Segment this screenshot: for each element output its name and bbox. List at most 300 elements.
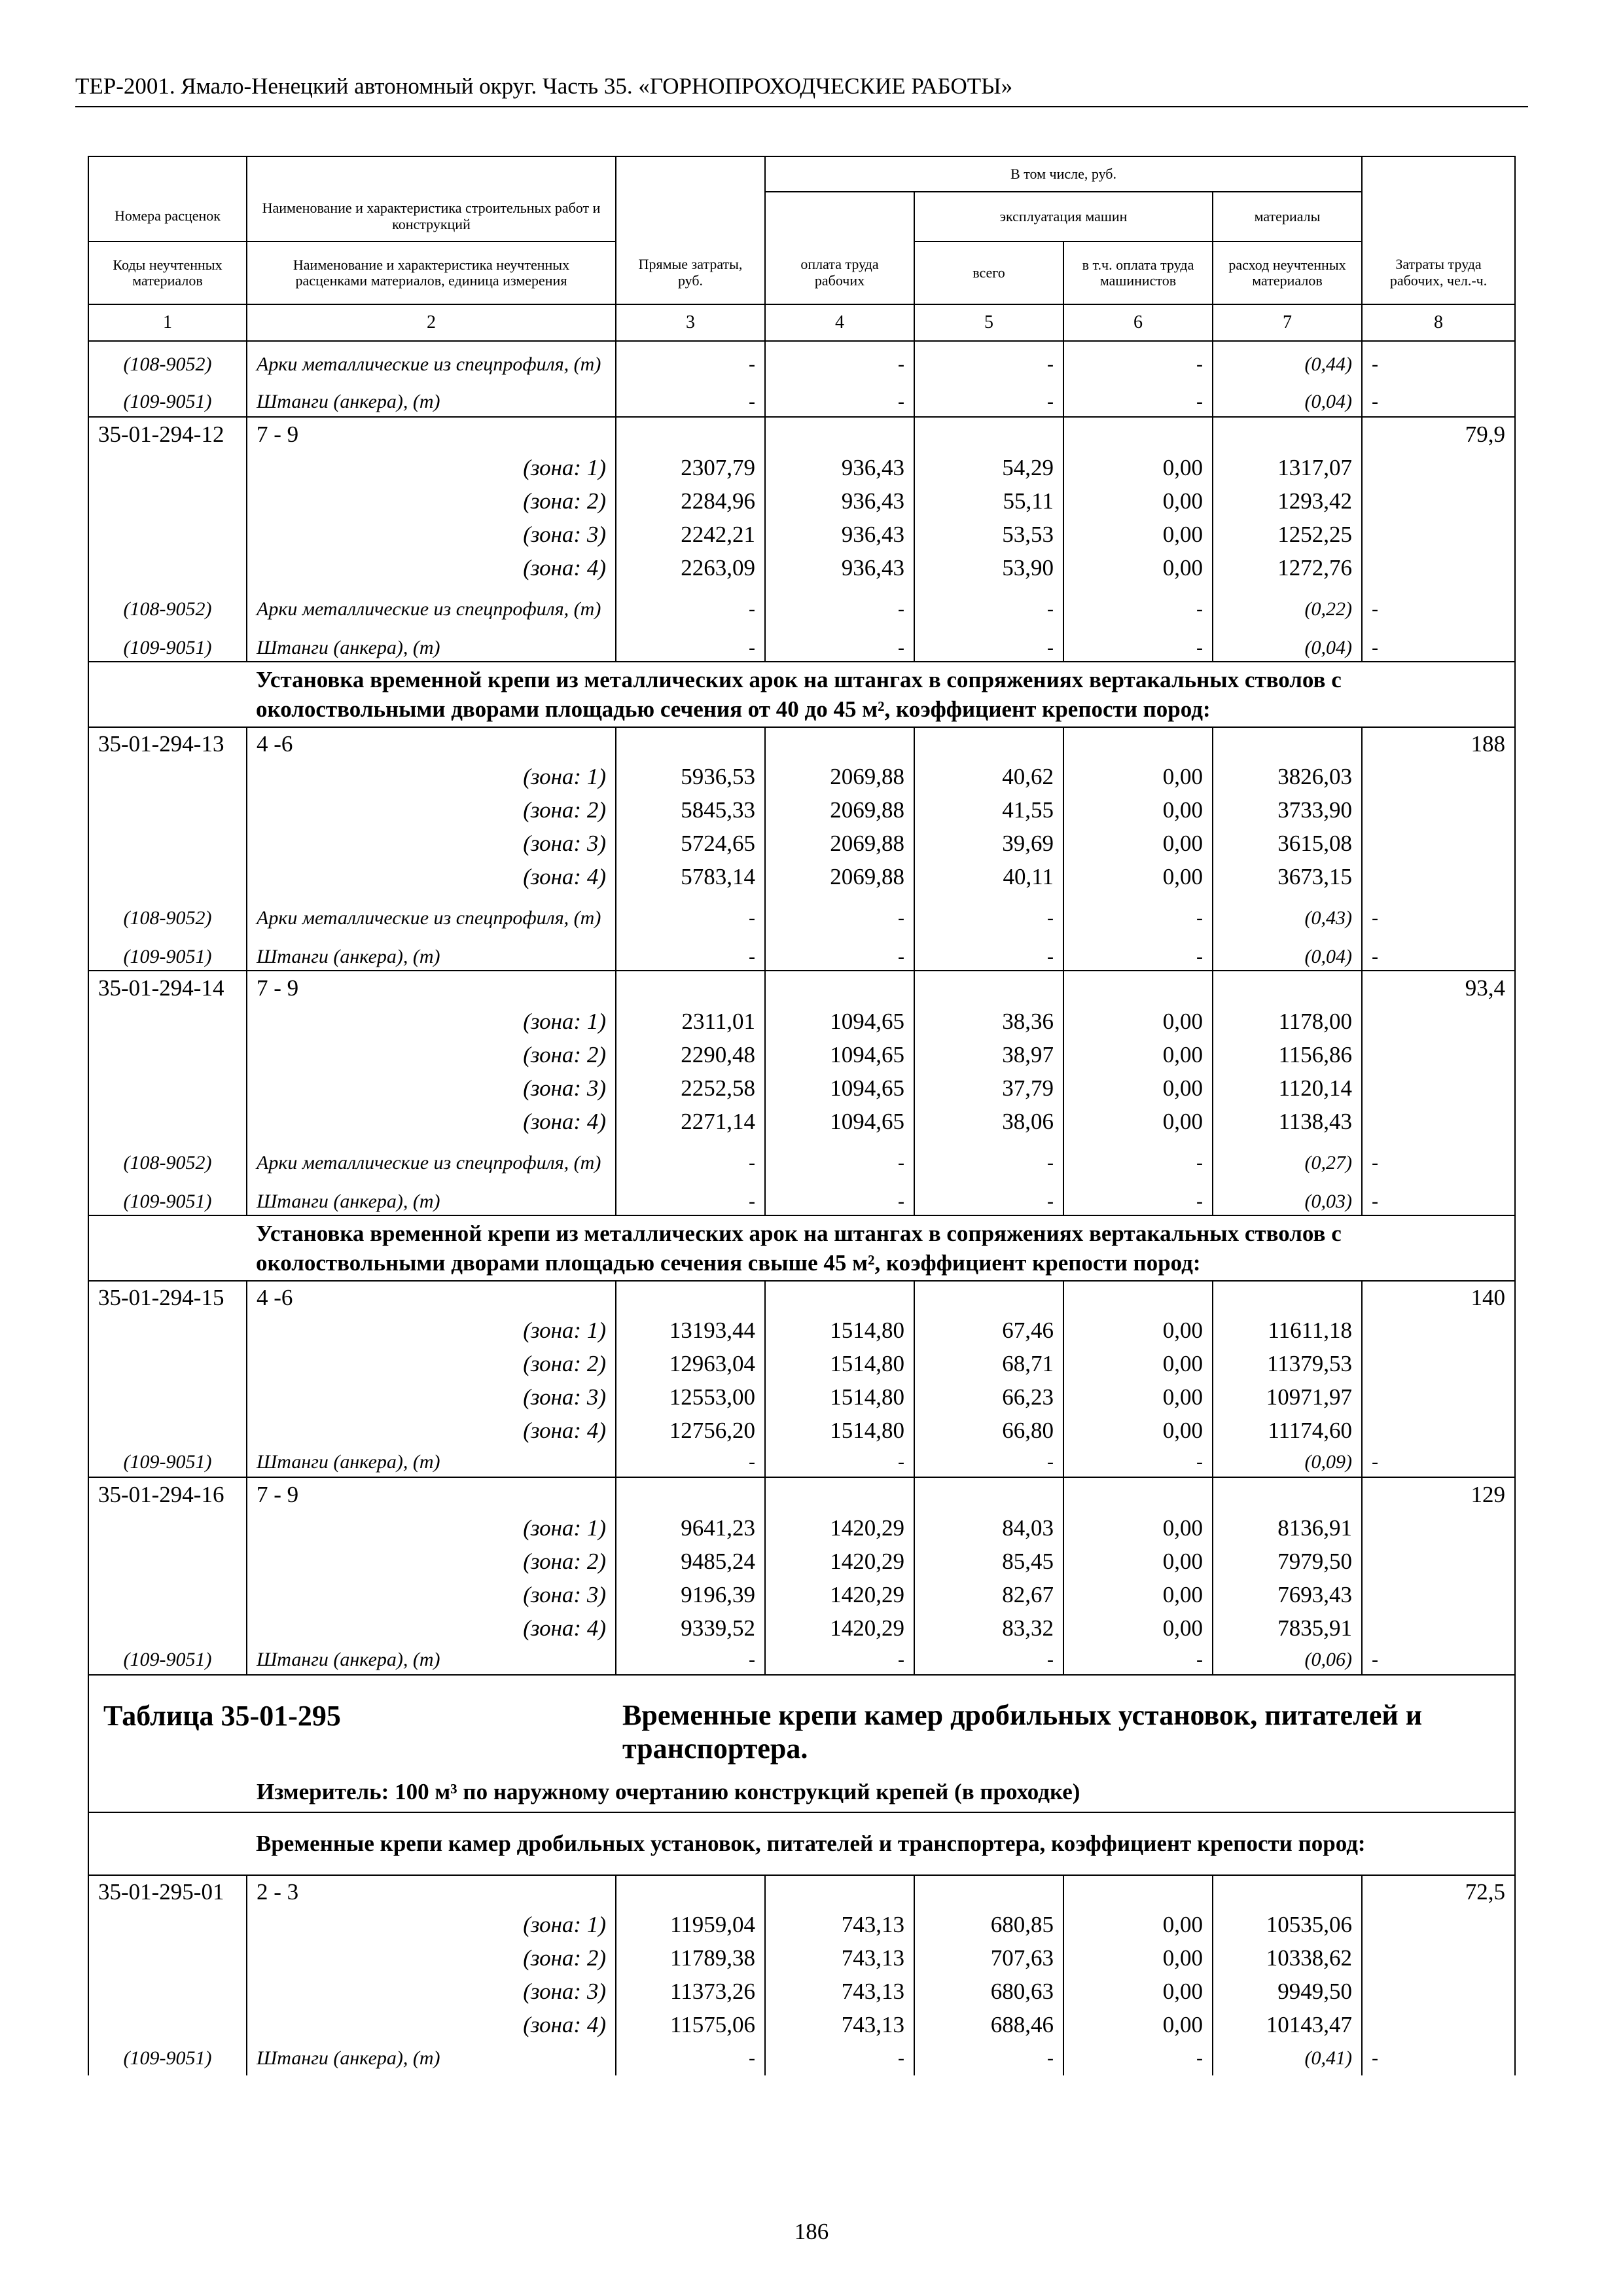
direct-cost: 5845,33 [616,793,765,827]
dash: - [616,1447,765,1477]
col-labor: Затраты труда рабочих, чел.-ч. [1362,242,1515,304]
table-measure: Измеритель: 100 м³ по наружному очертанию конструкций крепей (в проходке) [257,1779,1080,1804]
worker-pay: 1514,80 [765,1380,914,1414]
rate-name: 2 - 3 [247,1875,616,1908]
dash: - [616,1188,765,1215]
machines-total: 38,97 [914,1038,1063,1071]
machinist-pay: 0,00 [1063,860,1213,893]
machines-total: 680,63 [914,1975,1063,2008]
dash: - [1362,2041,1515,2075]
zone-label: (зона: 3) [247,1975,616,2008]
machines-total: 38,06 [914,1105,1063,1138]
materials-cost: 11174,60 [1213,1414,1362,1447]
dash: - [1063,1138,1213,1188]
dash: - [1362,634,1515,662]
zone-label: (зона: 2) [247,793,616,827]
col-work-name: Наименование и характеристика строительных работ и конструкций [247,192,616,242]
zone-row [88,1908,1515,1941]
dash: - [914,634,1063,662]
dash: - [765,634,914,662]
material-row [88,1138,1515,1188]
machinist-pay: 0,00 [1063,1071,1213,1105]
col-incl: В том числе, руб. [765,156,1362,192]
col-num: 4 [765,304,914,341]
zone-label: (зона: 3) [247,827,616,860]
dash: - [616,341,765,387]
page-number: 186 [794,2219,829,2244]
materials-cost: 1272,76 [1213,551,1362,584]
col-num: 7 [1213,304,1362,341]
rate-name: 7 - 9 [247,417,616,451]
dash: - [1362,1138,1515,1188]
running-header: ТЕР-2001. Ямало-Ненецкий автономный округ. Часть 35. «ГОРНОПРОХОДЧЕСКИЕ РАБОТЫ» [75,73,1013,99]
rate-name: 7 - 9 [247,1477,616,1511]
machines-total: 40,62 [914,760,1063,793]
col-machines-total: всего [914,242,1063,304]
dash: - [765,893,914,943]
zone-label: (зона: 2) [247,1038,616,1071]
machinist-pay: 0,00 [1063,1511,1213,1545]
direct-cost: 5936,53 [616,760,765,793]
rate-code: 35-01-294-15 [88,1281,247,1314]
material-code: (109-9051) [88,943,247,971]
dash: - [1362,584,1515,634]
worker-pay: 743,13 [765,1941,914,1975]
dash: - [1362,1447,1515,1477]
zone-row [88,1941,1515,1975]
rate-row [88,1875,1515,1908]
labor-value: 72,5 [1362,1875,1515,1908]
table-caption-row [88,1675,1515,1812]
rate-code: 35-01-294-12 [88,417,247,451]
machines-total: 84,03 [914,1511,1063,1545]
machinist-pay: 0,00 [1063,2008,1213,2041]
dash: - [1063,1188,1213,1215]
rate-code: 35-01-295-01 [88,1875,247,1908]
dash: - [1063,943,1213,971]
dash: - [616,2041,765,2075]
direct-cost: 11575,06 [616,2008,765,2041]
col-worker-pay: оплата труда рабочих [765,242,914,304]
material-name: Штанги (анкера), (т) [247,634,616,662]
dash: - [914,943,1063,971]
zone-label: (зона: 1) [247,1314,616,1347]
dash: - [914,1645,1063,1675]
col-num: 3 [616,304,765,341]
zone-label: (зона: 3) [247,518,616,551]
worker-pay: 936,43 [765,518,914,551]
dash: - [765,2041,914,2075]
dash: - [1063,893,1213,943]
dash: - [914,1188,1063,1215]
col-num: 6 [1063,304,1213,341]
rate-row [88,1281,1515,1314]
zone-label: (зона: 4) [247,551,616,584]
machinist-pay: 0,00 [1063,793,1213,827]
material-qty: (0,04) [1213,634,1362,662]
section-heading: Временные крепи камер дробильных установок, питателей и транспортера, коэффициент крепости пород: [247,1812,1515,1875]
worker-pay: 1514,80 [765,1314,914,1347]
direct-cost: 2307,79 [616,451,765,484]
material-row [88,1447,1515,1477]
direct-cost: 2263,09 [616,551,765,584]
col-num: 5 [914,304,1063,341]
dash: - [765,387,914,417]
zone-row [88,760,1515,793]
materials-cost: 10338,62 [1213,1941,1362,1975]
material-row [88,387,1515,417]
worker-pay: 1420,29 [765,1611,914,1645]
worker-pay: 743,13 [765,1908,914,1941]
materials-cost: 1156,86 [1213,1038,1362,1071]
rate-row [88,971,1515,1005]
machines-total: 688,46 [914,2008,1063,2041]
col-materials: материалы [1213,192,1362,242]
dash: - [616,387,765,417]
zone-row [88,1611,1515,1645]
materials-cost: 10143,47 [1213,2008,1362,2041]
zone-row [88,1071,1515,1105]
labor-value: 79,9 [1362,417,1515,451]
machinist-pay: 0,00 [1063,1611,1213,1645]
direct-cost: 2242,21 [616,518,765,551]
direct-cost: 5724,65 [616,827,765,860]
material-qty: (0,09) [1213,1447,1362,1477]
machines-total: 39,69 [914,827,1063,860]
materials-cost: 11379,53 [1213,1347,1362,1380]
materials-cost: 8136,91 [1213,1511,1362,1545]
dash: - [1063,584,1213,634]
column-numbers-row [88,304,1515,341]
dash: - [616,943,765,971]
material-qty: (0,43) [1213,893,1362,943]
section-heading-row [88,1215,1515,1281]
zone-label: (зона: 1) [247,760,616,793]
machines-total: 54,29 [914,451,1063,484]
col-num: 2 [247,304,616,341]
rate-name: 4 -6 [247,1281,616,1314]
dash: - [616,584,765,634]
material-qty: (0,06) [1213,1645,1362,1675]
zone-row [88,484,1515,518]
zone-row [88,1005,1515,1038]
dash: - [1362,1188,1515,1215]
direct-cost: 9485,24 [616,1545,765,1578]
rates-table [88,156,1516,2075]
material-row [88,943,1515,971]
material-code: (108-9052) [88,1138,247,1188]
col-machinist-pay: в т.ч. оплата труда машинистов [1063,242,1213,304]
direct-cost: 9641,23 [616,1511,765,1545]
material-code: (109-9051) [88,387,247,417]
direct-cost: 2311,01 [616,1005,765,1038]
zone-label: (зона: 3) [247,1071,616,1105]
machinist-pay: 0,00 [1063,1908,1213,1941]
dash: - [914,893,1063,943]
materials-cost: 10535,06 [1213,1908,1362,1941]
machines-total: 55,11 [914,484,1063,518]
col-num: 8 [1362,304,1515,341]
col-material-codes: Коды неучтенных материалов [88,242,247,304]
zone-row [88,1414,1515,1447]
material-row [88,634,1515,662]
dash: - [1362,943,1515,971]
zone-row [88,1545,1515,1578]
machinist-pay: 0,00 [1063,1545,1213,1578]
materials-cost: 3826,03 [1213,760,1362,793]
machinist-pay: 0,00 [1063,1105,1213,1138]
zone-label: (зона: 4) [247,1105,616,1138]
zone-row [88,827,1515,860]
material-qty: (0,41) [1213,2041,1362,2075]
machinist-pay: 0,00 [1063,1975,1213,2008]
material-row [88,584,1515,634]
material-qty: (0,04) [1213,943,1362,971]
zone-row [88,1578,1515,1611]
machines-total: 68,71 [914,1347,1063,1380]
zone-label: (зона: 3) [247,1380,616,1414]
dash: - [914,584,1063,634]
dash: - [616,634,765,662]
table-title: Временные крепи камер дробильных установок, питателей и транспортера. [622,1699,1423,1765]
machinist-pay: 0,00 [1063,1578,1213,1611]
dash: - [914,1447,1063,1477]
dash: - [1362,341,1515,387]
material-row [88,893,1515,943]
material-qty: (0,44) [1213,341,1362,387]
zone-row [88,2008,1515,2041]
material-code: (108-9052) [88,341,247,387]
zone-label: (зона: 2) [247,1545,616,1578]
worker-pay: 1420,29 [765,1545,914,1578]
col-rate-numbers: Номера расценок [88,192,247,242]
labor-value: 93,4 [1362,971,1515,1005]
dash: - [616,1138,765,1188]
zone-row [88,1314,1515,1347]
material-row [88,341,1515,387]
material-row [88,1188,1515,1215]
worker-pay: 2069,88 [765,827,914,860]
direct-cost: 12553,00 [616,1380,765,1414]
worker-pay: 1094,65 [765,1005,914,1038]
direct-cost: 2284,96 [616,484,765,518]
zone-row [88,1380,1515,1414]
col-machine-op: эксплуатация машин [914,192,1213,242]
dash: - [914,341,1063,387]
machines-total: 67,46 [914,1314,1063,1347]
dash: - [914,2041,1063,2075]
col-direct-costs: Прямые затраты, руб. [616,242,765,304]
materials-cost: 9949,50 [1213,1975,1362,2008]
labor-value: 129 [1362,1477,1515,1511]
material-code: (109-9051) [88,1645,247,1675]
machines-total: 38,36 [914,1005,1063,1038]
rate-name: 7 - 9 [247,971,616,1005]
zone-row [88,1038,1515,1071]
material-name: Штанги (анкера), (т) [247,387,616,417]
labor-value: 140 [1362,1281,1515,1314]
table-label: Таблица 35-01-295 [103,1700,341,1732]
materials-cost: 1293,42 [1213,484,1362,518]
material-code: (109-9051) [88,1188,247,1215]
zone-label: (зона: 4) [247,860,616,893]
materials-cost: 1138,43 [1213,1105,1362,1138]
machines-total: 41,55 [914,793,1063,827]
zone-label: (зона: 2) [247,484,616,518]
dash: - [765,584,914,634]
machinist-pay: 0,00 [1063,451,1213,484]
zone-row [88,518,1515,551]
direct-cost: 13193,44 [616,1314,765,1347]
material-qty: (0,27) [1213,1138,1362,1188]
direct-cost: 2271,14 [616,1105,765,1138]
dash: - [616,1645,765,1675]
material-name: Арки металлические из спецпрофиля, (т) [247,893,616,943]
direct-cost: 12963,04 [616,1347,765,1380]
zone-label: (зона: 4) [247,2008,616,2041]
machines-total: 37,79 [914,1071,1063,1105]
dash: - [1063,1447,1213,1477]
dash: - [914,387,1063,417]
dash: - [616,893,765,943]
worker-pay: 936,43 [765,484,914,518]
dash: - [914,1138,1063,1188]
materials-cost: 7979,50 [1213,1545,1362,1578]
material-row [88,2041,1515,2075]
machinist-pay: 0,00 [1063,1038,1213,1071]
section-heading-row [88,1812,1515,1875]
machines-total: 707,63 [914,1941,1063,1975]
machinist-pay: 0,00 [1063,484,1213,518]
rate-row [88,727,1515,760]
direct-cost: 9196,39 [616,1578,765,1611]
rate-name: 4 -6 [247,727,616,760]
worker-pay: 1420,29 [765,1511,914,1545]
dash: - [1063,341,1213,387]
dash: - [765,1138,914,1188]
worker-pay: 743,13 [765,2008,914,2041]
materials-cost: 3673,15 [1213,860,1362,893]
section-heading-row [88,662,1515,727]
material-name: Арки металлические из спецпрофиля, (т) [247,1138,616,1188]
machines-total: 53,90 [914,551,1063,584]
machinist-pay: 0,00 [1063,551,1213,584]
direct-cost: 12756,20 [616,1414,765,1447]
dash: - [765,943,914,971]
header-rule [75,106,1528,107]
machines-total: 66,80 [914,1414,1063,1447]
zone-label: (зона: 1) [247,1005,616,1038]
material-name: Штанги (анкера), (т) [247,2041,616,2075]
col-unaccounted-materials: расход неучтенных материалов [1213,242,1362,304]
worker-pay: 1094,65 [765,1038,914,1071]
zone-label: (зона: 4) [247,1611,616,1645]
machinist-pay: 0,00 [1063,1941,1213,1975]
direct-cost: 11373,26 [616,1975,765,2008]
direct-cost: 11959,04 [616,1908,765,1941]
materials-cost: 7835,91 [1213,1611,1362,1645]
materials-cost: 1317,07 [1213,451,1362,484]
table-header [88,156,1515,341]
worker-pay: 743,13 [765,1975,914,2008]
zone-row [88,1975,1515,2008]
worker-pay: 2069,88 [765,760,914,793]
dash: - [1362,893,1515,943]
zone-row [88,551,1515,584]
rate-row [88,417,1515,451]
material-code: (108-9052) [88,584,247,634]
dash: - [1063,634,1213,662]
zone-row [88,1511,1515,1545]
zone-label: (зона: 4) [247,1414,616,1447]
machines-total: 83,32 [914,1611,1063,1645]
machines-total: 85,45 [914,1545,1063,1578]
machinist-pay: 0,00 [1063,760,1213,793]
labor-value: 188 [1362,727,1515,760]
dash: - [1063,1645,1213,1675]
materials-cost: 1252,25 [1213,518,1362,551]
material-code: (108-9052) [88,893,247,943]
zone-row [88,860,1515,893]
material-code: (109-9051) [88,634,247,662]
material-qty: (0,22) [1213,584,1362,634]
dash: - [765,341,914,387]
machines-total: 53,53 [914,518,1063,551]
materials-cost: 7693,43 [1213,1578,1362,1611]
machines-total: 82,67 [914,1578,1063,1611]
machinist-pay: 0,00 [1063,1347,1213,1380]
direct-cost: 9339,52 [616,1611,765,1645]
dash: - [1063,2041,1213,2075]
materials-cost: 10971,97 [1213,1380,1362,1414]
worker-pay: 1094,65 [765,1105,914,1138]
worker-pay: 936,43 [765,451,914,484]
machines-total: 680,85 [914,1908,1063,1941]
worker-pay: 2069,88 [765,860,914,893]
direct-cost: 2252,58 [616,1071,765,1105]
material-name: Штанги (анкера), (т) [247,1447,616,1477]
dash: - [765,1447,914,1477]
zone-row [88,1347,1515,1380]
zone-row [88,1105,1515,1138]
col-num: 1 [88,304,247,341]
machines-total: 40,11 [914,860,1063,893]
materials-cost: 1178,00 [1213,1005,1362,1038]
material-code: (109-9051) [88,2041,247,2075]
machinist-pay: 0,00 [1063,1314,1213,1347]
worker-pay: 1094,65 [765,1071,914,1105]
zone-label: (зона: 1) [247,1908,616,1941]
materials-cost: 11611,18 [1213,1314,1362,1347]
material-code: (109-9051) [88,1447,247,1477]
worker-pay: 936,43 [765,551,914,584]
zone-label: (зона: 1) [247,1511,616,1545]
machinist-pay: 0,00 [1063,1414,1213,1447]
dash: - [1063,387,1213,417]
rate-row [88,1477,1515,1511]
material-qty: (0,03) [1213,1188,1362,1215]
dash: - [765,1645,914,1675]
material-name: Арки металлические из спецпрофиля, (т) [247,341,616,387]
table-body [88,341,1515,2075]
machinist-pay: 0,00 [1063,1005,1213,1038]
section-heading: Установка временной крепи из металлических арок на штангах в сопряжениях вертакальных стволов с околоствольными дворами площадью сечения от 40 до 45 м², коэффициент крепости пород: [247,662,1515,727]
materials-cost: 3733,90 [1213,793,1362,827]
zone-label: (зона: 2) [247,1941,616,1975]
col-material-name: Наименование и характеристика неучтенных расценками материалов, единица измерения [247,242,616,304]
machines-total: 66,23 [914,1380,1063,1414]
machinist-pay: 0,00 [1063,827,1213,860]
